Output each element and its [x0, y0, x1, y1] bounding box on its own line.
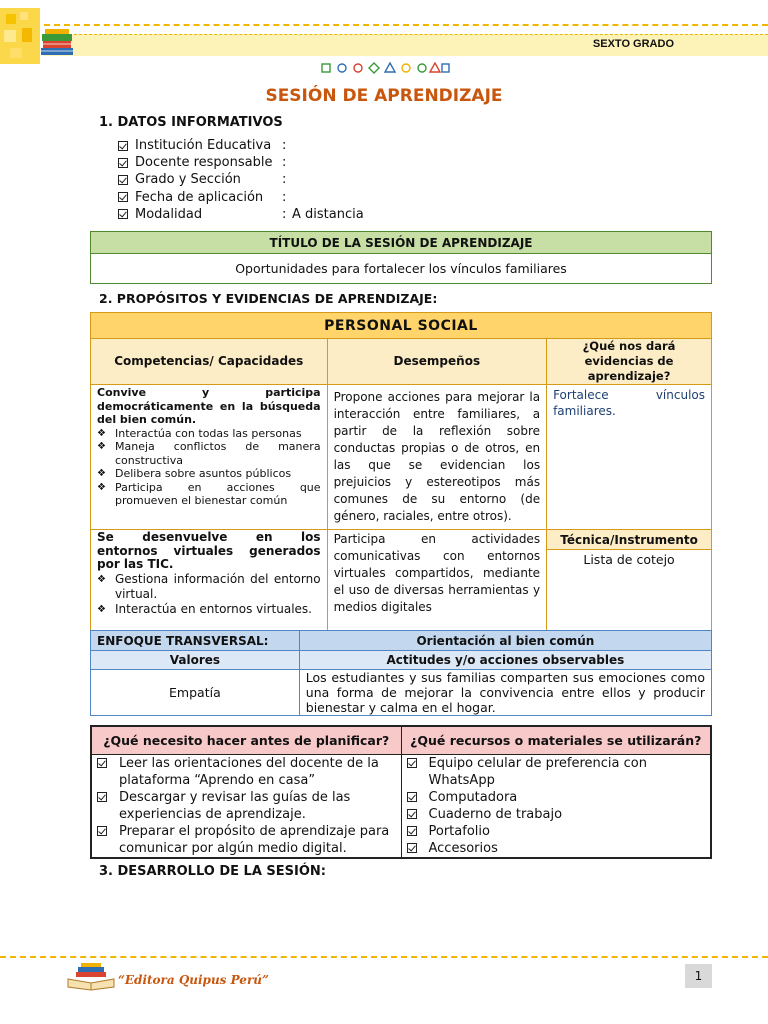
personal-social-table — [90, 312, 712, 640]
datos-list — [118, 137, 364, 223]
publisher-name: “Editora Quipus Perú” — [118, 973, 269, 987]
competencia-line: del bien común. — [97, 413, 197, 426]
datos-label: Institución Educativa — [135, 138, 272, 154]
list-item: Portafolio — [407, 823, 706, 840]
list-item: Accesorios — [407, 840, 706, 857]
capacidad-item: ❖ Participa en acciones que promueven el bienestar común — [97, 480, 321, 507]
enfoque-table — [90, 630, 712, 716]
col-evidencias: ¿Qué nos dará evidencias de aprendizaje? — [547, 339, 712, 385]
planning-header-resources: ¿Qué recursos o materiales se utilizarán? — [401, 726, 711, 754]
datos-label: Modalidad — [135, 206, 203, 222]
list-item: Equipo celular de preferencia con WhatsApp — [407, 755, 706, 789]
datos-row: Modalidad : A distancia — [118, 206, 364, 223]
tecnica-value: Lista de cotejo — [547, 550, 712, 640]
enfoque-name: Orientación al bien común — [299, 631, 711, 651]
checkbox-icon — [118, 141, 128, 151]
capacidad-item: ❖ Delibera sobre asuntos públicos — [97, 467, 292, 480]
planning-table — [90, 725, 712, 859]
list-item: Descargar y revisar las guías de las experiencias de aprendizaje. — [97, 789, 395, 823]
checkbox-icon — [118, 158, 128, 168]
datos-label: Fecha de aplicación — [135, 189, 264, 205]
competencia-line: democráticamente en la búsqueda — [97, 399, 321, 413]
tecnica-header: Técnica/Instrumento — [547, 530, 712, 550]
enfoque-label: ENFOQUE TRANSVERSAL: — [91, 631, 300, 651]
competencia-line: entornos virtuales generados — [97, 543, 321, 558]
session-title-value: Oportunidades para fortalecer los vínculos familiares — [91, 254, 712, 284]
open-book-logo-icon — [66, 963, 116, 991]
grade-label: SEXTO GRADO — [592, 38, 674, 50]
session-title-table — [90, 231, 712, 284]
footer-dashed-line — [0, 956, 768, 958]
datos-label: Docente responsable — [135, 155, 273, 171]
planning-resources-list — [401, 754, 711, 858]
datos-row: Institución Educativa : — [118, 137, 364, 154]
competencia-line: Se desenvuelve en los — [97, 530, 321, 544]
actitudes-header: Actitudes y/o acciones observables — [299, 651, 711, 670]
list-item: Leer las orientaciones del docente de la plataforma “Aprendo en casa” — [97, 755, 395, 789]
planning-header-before: ¿Qué necesito hacer antes de planificar? — [91, 726, 401, 754]
list-item: Cuaderno de trabajo — [407, 806, 706, 823]
checkbox-icon — [118, 192, 128, 202]
competencia-line: por las TIC. — [97, 557, 174, 571]
checkbox-icon — [407, 792, 417, 802]
valores-header: Valores — [91, 651, 300, 670]
personal-social-header: PERSONAL SOCIAL — [91, 313, 712, 339]
competencia-convive — [91, 385, 328, 530]
page-number: 1 — [685, 964, 712, 988]
checkbox-icon — [97, 826, 107, 836]
datos-value: A distancia — [292, 206, 364, 222]
capacidad-item: ❖ Gestiona información del entorno virtual. — [97, 571, 321, 601]
desempeno-1: Propone acciones para mejorar la interacción entre familiares, a partir de la reflexión sobre conductas propias o de otros, en las que se evidencian los prejuicios y estereotipos más comunes de su entorno (de género, raciales, entre otros). — [327, 385, 547, 530]
checkbox-icon — [97, 792, 107, 802]
datos-row: Docente responsable : — [118, 154, 364, 171]
decorative-shapes-icon — [320, 62, 450, 74]
section-desarrollo: 3. DESARROLLO DE LA SESIÓN: — [99, 864, 326, 879]
capacidad-item: ❖ Maneja conflictos de manera constructiva — [97, 440, 321, 467]
checkbox-icon — [118, 209, 128, 219]
list-item: Preparar el propósito de aprendizaje para comunicar por algún medio digital. — [97, 823, 395, 857]
checkbox-icon — [407, 758, 417, 768]
checkbox-icon — [118, 175, 128, 185]
datos-label: Grado y Sección — [135, 172, 241, 188]
desempeno-2: Participa en actividades comunicativas con entornos virtuales compartidos, mediante el uso de diversas herramientas y medios digitales — [327, 530, 547, 640]
page-title: SESIÓN DE APRENDIZAJE — [265, 86, 503, 106]
competencia-tic — [91, 530, 328, 640]
checkbox-icon — [407, 826, 417, 836]
competencia-line: Convive y participa — [97, 386, 321, 399]
section-datos-informativos: 1. DATOS INFORMATIVOS — [99, 115, 283, 130]
col-desempenos: Desempeños — [327, 339, 547, 385]
capacidad-item: ❖ Interactúa en entornos virtuales. — [97, 601, 312, 616]
col-competencias: Competencias/ Capacidades — [91, 339, 328, 385]
list-item: Computadora — [407, 789, 706, 806]
datos-row: Fecha de aplicación : — [118, 189, 364, 206]
checkbox-icon — [407, 843, 417, 853]
checkbox-icon — [407, 809, 417, 819]
datos-row: Grado y Sección : — [118, 171, 364, 188]
capacidad-item: ❖ Interactúa con todas las personas — [97, 426, 302, 440]
planning-before-list — [91, 754, 401, 858]
valor-cell: Empatía — [91, 670, 300, 716]
session-title-header: TÍTULO DE LA SESIÓN DE APRENDIZAJE — [91, 232, 712, 254]
actitud-cell: Los estudiantes y sus familias comparten sus emociones como una forma de mejorar la convivencia entre ellos y producir bienestar y calma en el hogar. — [299, 670, 711, 716]
evidencia-1: Fortalece vínculos familiares. — [547, 385, 712, 530]
section-propositos: 2. PROPÓSITOS Y EVIDENCIAS DE APRENDIZAJE: — [99, 291, 438, 306]
header-dashed-line — [44, 24, 768, 26]
checkbox-icon — [97, 758, 107, 768]
books-logo-icon — [38, 28, 76, 58]
